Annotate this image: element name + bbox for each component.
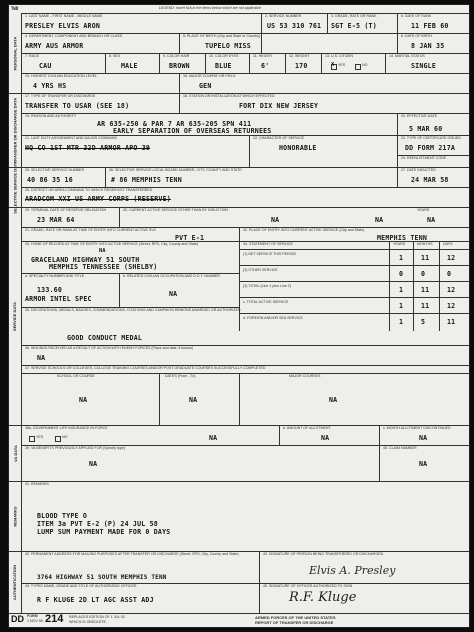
label-specialty: a. SPECIALTY NUMBER AND TITLE bbox=[25, 274, 85, 278]
label-weight: 12. WEIGHT bbox=[289, 54, 310, 58]
label-years: YEARS bbox=[417, 208, 430, 212]
label-officer: 44. TYPED NAME, GRADE AND TITLE OF AUTHORIZING OFFICER bbox=[25, 584, 137, 588]
statement-row-days: 12 bbox=[447, 286, 456, 294]
reason-line-2: EARLY SEPARATION OF OVERSEAS RETURNEES bbox=[113, 127, 272, 135]
statement-row-months: 11 bbox=[421, 286, 430, 294]
footer-replace-1: REPLACES EDITION OF 1 JUL 52 bbox=[69, 615, 125, 619]
statement-row-months: 5 bbox=[421, 318, 426, 326]
grade-entry-value: PVT E-1 bbox=[175, 234, 205, 242]
insurance-no-label: NO bbox=[62, 435, 68, 439]
statement-row-months: 11 bbox=[421, 254, 430, 262]
footer-replace-2: WHICH IS OBSOLETE. bbox=[69, 620, 107, 624]
label-education: 15. HIGHEST CIVILIAN EDUCATION LEVEL bbox=[25, 74, 97, 78]
benefits-value: NA bbox=[89, 460, 98, 468]
label-signature: 43. SIGNATURE OF PERSON BEING TRANSFERRED OR DISCHARGED bbox=[263, 552, 384, 556]
label-mailing-address: 42. PERMANENT ADDRESS FOR MAILING PURPOSES AFTER TRANSFER OR DISCHARGE (Street, RFD, City, County and State) bbox=[25, 552, 239, 556]
eyes-value: BLUE bbox=[215, 62, 232, 70]
label-ss-number: 25. SELECTIVE SERVICE NUMBER bbox=[25, 168, 85, 172]
label-current-active: 30. CURRENT ACTIVE SERVICE OTHER THAN BY INDUCTION bbox=[123, 208, 228, 212]
height-value: 6' bbox=[261, 62, 270, 70]
statement-row-label: (3) TOTAL (Line 1 plus Line 2) bbox=[243, 284, 292, 288]
home-line-2: MEMPHIS TENNESSEE (SHELBY) bbox=[49, 263, 158, 271]
local-board-value: # 86 MEMPHIS TENN bbox=[111, 176, 182, 184]
statement-days-header: DAYS bbox=[443, 242, 453, 246]
place-entry-value: MEMPHIS TENN bbox=[377, 234, 428, 242]
terminal-date-value: 23 MAR 64 bbox=[37, 216, 75, 224]
label-name: 1. LAST NAME - FIRST NAME - MIDDLE NAME bbox=[25, 14, 103, 18]
statement-row-years: 1 bbox=[399, 286, 404, 294]
label-home-of-record: 33. HOME OF RECORD AT TIME OF ENTRY INTO ACTIVE SERVICE (Street, RFD, City, County and State) bbox=[25, 242, 199, 246]
section-remarks: REMARKS bbox=[9, 481, 22, 551]
label-dob: 6. DATE OF BIRTH bbox=[401, 34, 433, 38]
statement-row-years: 0 bbox=[399, 270, 404, 278]
schools-school-value: NA bbox=[79, 396, 88, 404]
citizen-yes-label: YES bbox=[338, 63, 346, 67]
remarks-line-3: LUMP SUM PAYMENT MADE FOR 0 DAYS bbox=[37, 528, 171, 536]
footer-title-2: REPORT OF TRANSFER OR DISCHARGE bbox=[255, 620, 334, 625]
label-marital: 14. MARITAL STATUS bbox=[389, 54, 425, 58]
label-transfer-type: 17. TYPE OF TRANSFER OR DISCHARGE bbox=[25, 94, 96, 98]
schools-dates-value: NA bbox=[189, 396, 198, 404]
legend: LEGEND: Insert N/A in the items below which are not applicable bbox=[159, 6, 261, 10]
label-character: 22. CHARACTER OF SERVICE bbox=[253, 136, 305, 140]
citizen-mark: X bbox=[331, 62, 335, 68]
entry-date-value: NA bbox=[427, 216, 436, 224]
section-transfer: TRANSFER OR DISCHARGE DATA bbox=[9, 93, 22, 167]
education-value: 4 YRS HS bbox=[33, 82, 67, 90]
discontinued-value: NA bbox=[419, 434, 428, 442]
label-sex: 8. SEX bbox=[109, 54, 121, 58]
character-value: HONORABLE bbox=[279, 144, 317, 152]
statement-row-months: 11 bbox=[421, 302, 430, 310]
section-va: VA DATA bbox=[9, 425, 22, 481]
weight-value: 170 bbox=[295, 62, 308, 70]
label-statement: 34. STATEMENT OF SERVICE bbox=[243, 242, 293, 246]
course-value: GEN bbox=[199, 82, 212, 90]
grade-value: SGT E-5 (T) bbox=[331, 22, 377, 30]
remarks-line-2: ITEM 3a PVT E-2 (P) 24 JUL 58 bbox=[37, 520, 158, 528]
label-service-number: 2. SERVICE NUMBER bbox=[265, 14, 302, 18]
section-service: SERVICE DATA bbox=[9, 207, 22, 425]
allotment-value: NA bbox=[321, 434, 330, 442]
label-local-board: 26. SELECTIVE SERVICE LOCAL BOARD NUMBER, CITY, COUNTY AND STATE bbox=[109, 168, 242, 172]
label-grade-entry: 31. GRADE, RATE OR RANK AT TIME OF ENTRY INTO CURRENT ACTIVE SVC bbox=[25, 228, 157, 232]
statement-row-years: 1 bbox=[399, 318, 404, 326]
statement-row-days: 12 bbox=[447, 254, 456, 262]
officer-signature: R.F. Kluge bbox=[289, 590, 357, 605]
mailing-address-value: 3764 HIGHWAY 51 SOUTH MEMPHIS TENN bbox=[37, 574, 167, 581]
label-citizen: 13. U.S. CITIZEN bbox=[325, 54, 353, 58]
label-course: 16. MAJOR COURSE OR FIELD bbox=[183, 74, 236, 78]
statement-row-months: 0 bbox=[421, 270, 426, 278]
statement-row-label: (1) NET SERVICE THIS PERIOD bbox=[243, 252, 297, 256]
footer-title-1: ARMED FORCES OF THE UNITED STATES bbox=[255, 615, 336, 620]
label-station: 18. STATION OR INSTALLATION AT WHICH EFFECTED bbox=[183, 94, 275, 98]
label-officer-signature: 45. SIGNATURE OF OFFICER AUTHORIZED TO SIGN bbox=[263, 584, 353, 588]
date-inducted-value: 24 MAR 58 bbox=[411, 176, 449, 184]
insurance-yes-label: YES bbox=[36, 435, 44, 439]
label-claim: 40. CLAIM NUMBER bbox=[383, 446, 417, 450]
last-duty-value: HQ CO 1ST MTR 32D ARMOR APO 39 bbox=[25, 144, 151, 152]
label-place-entry: 32. PLACE OF ENTRY INTO CURRENT ACTIVE SERVICE (City and State) bbox=[243, 228, 365, 232]
statement-row-years: 1 bbox=[399, 254, 404, 262]
label-insurance: 38a. GOVERNMENT LIFE INSURANCE IN FORCE bbox=[25, 426, 108, 430]
label-date-of-rank: b. DATE OF RANK bbox=[401, 14, 432, 18]
footer-form-date: 1 NOV 55 bbox=[27, 619, 43, 623]
marital-value: SINGLE bbox=[411, 62, 437, 70]
label-discontinued: c. MONTH ALLOTMENT DISCONTINUED bbox=[383, 426, 451, 430]
schools-header-dates: DATES (From - To) bbox=[165, 374, 196, 378]
statement-row-days: 12 bbox=[447, 302, 456, 310]
schools-header-major: MAJOR COURSES bbox=[289, 374, 321, 378]
citizen-no-checkbox bbox=[355, 64, 361, 70]
label-race: 7. RACE bbox=[25, 54, 39, 58]
section-selective: SELECTIVE SERVICE DATA bbox=[9, 167, 22, 207]
label-last-duty: 21. LAST DUTY ASSIGNMENT AND MAJOR COMMAND bbox=[25, 136, 118, 140]
label-reenlistment: 24. REENLISTMENT CODE bbox=[401, 156, 447, 160]
race-value: CAU bbox=[39, 62, 52, 70]
citizen-no-label: NO bbox=[362, 63, 368, 67]
station-value: FORT DIX NEW JERSEY bbox=[239, 102, 319, 110]
remarks-line-1: BLOOD TYPE O bbox=[37, 512, 88, 520]
label-height: 11. HEIGHT bbox=[253, 54, 273, 58]
dd214-form bbox=[8, 4, 470, 628]
label-schools: 37. SERVICE SCHOOLS OR COLLEGES, COLLEGE TRAINING COURSES AND/OR POST-GRADUATE COURSES SUCCESSFULLY COMPLETED bbox=[25, 366, 266, 370]
certificate-value: DD FORM 217A bbox=[405, 144, 456, 152]
statement-row-days: 0 bbox=[447, 270, 452, 278]
footer-number: 214 bbox=[45, 613, 64, 625]
decorations-value: GOOD CONDUCT MEDAL bbox=[67, 334, 143, 342]
branch-value: ARMY AUS ARMOR bbox=[25, 42, 84, 50]
ss-number-value: 40 86 35 16 bbox=[27, 176, 73, 184]
name-value: PRESLEY ELVIS ARON bbox=[25, 22, 101, 30]
home-line-1: GRACELAND HIGHWAY 51 SOUTH bbox=[31, 256, 140, 264]
label-grade: 3. GRADE, RATE OR RANK bbox=[331, 14, 377, 18]
label-effective-date: 20. EFFECTIVE DATE bbox=[401, 114, 438, 118]
statement-years-header: YEARS bbox=[393, 242, 406, 246]
specialty-title: ARMOR INTEL SPEC bbox=[25, 295, 92, 303]
hair-value: BROWN bbox=[169, 62, 190, 70]
schools-major-value: NA bbox=[329, 396, 338, 404]
statement-row-years: 1 bbox=[399, 302, 404, 310]
current-active-value: NA bbox=[375, 216, 384, 224]
civ-occ-value: NA bbox=[169, 290, 178, 298]
sex-value: MALE bbox=[121, 62, 138, 70]
date-of-rank-value: 11 FEB 60 bbox=[411, 22, 449, 30]
label-branch: 4. DEPARTMENT, COMPONENT AND BRANCH OR CLASS bbox=[25, 34, 123, 38]
statement-row-label: c. TOTAL ACTIVE SERVICE bbox=[243, 300, 289, 304]
reserve-area-value: ARADCOM XXI US ARMY CORPS (RESERVE) bbox=[25, 195, 171, 203]
label-hair: 9. COLOR HAIR bbox=[163, 54, 190, 58]
statement-months-header: MONTHS bbox=[417, 242, 433, 246]
footer-form: FORM bbox=[27, 614, 38, 618]
label-place-of-birth: 5. PLACE OF BIRTH (City and State or Country) bbox=[183, 34, 261, 38]
label-reason: 19. REASON AND AUTHORITY bbox=[25, 114, 77, 118]
statement-row-label: (2) OTHER SERVICE bbox=[243, 268, 278, 272]
holder-signature: Elvis A. Presley bbox=[309, 564, 396, 577]
section-personal: PERSONAL DATA bbox=[9, 13, 22, 93]
label-remarks: 41. REMARKS bbox=[25, 482, 49, 486]
label-date-inducted: 27. DATE INDUCTED bbox=[401, 168, 436, 172]
label-decorations: 35. DECORATIONS, MEDALS, BADGES, COMMENDATIONS, CITATIONS AND CAMPAIGN RIBBONS AWARDED OR AUTHORIZED bbox=[25, 308, 241, 312]
label-terminal-date: 29. TERMINAL DATE OF RESERVE OBLIGATION bbox=[25, 208, 107, 212]
transfer-type-value: TRANSFER TO USAR (SEE 18) bbox=[25, 102, 130, 110]
label-eyes: 10. COLOR EYES bbox=[209, 54, 239, 58]
dob-value: 8 JAN 35 bbox=[411, 42, 445, 50]
effective-date-value: 5 MAR 60 bbox=[409, 125, 443, 133]
home-na: NA bbox=[99, 248, 106, 254]
claim-value: NA bbox=[419, 460, 428, 468]
footer-dd: DD bbox=[11, 614, 24, 624]
label-allotment: b. AMOUNT OF ALLOTMENT bbox=[283, 426, 331, 430]
place-of-birth-value: TUPELO MISS bbox=[205, 42, 251, 50]
schools-header-school: SCHOOL OR COURSE bbox=[57, 374, 95, 378]
label-wounds: 36. WOUNDS RECEIVED AS A RESULT OF ACTION WITH ENEMY FORCES (Place and date, if known) bbox=[25, 346, 193, 350]
label-benefits: 39. VA BENEFITS PREVIOUSLY APPLIED FOR (Specify type) bbox=[25, 446, 126, 450]
wounds-value: NA bbox=[37, 354, 46, 362]
label-reserve-area: 28. DISTRICT OR AREA COMMAND TO WHICH RESERVIST TRANSFERRED bbox=[25, 188, 153, 192]
statement-row-days: 11 bbox=[447, 318, 456, 326]
form-tag: TWD bbox=[11, 6, 19, 11]
service-number-value: US 53 310 761 bbox=[267, 22, 322, 30]
statement-row-label: d. FOREIGN AND/OR SEA SERVICE bbox=[243, 316, 303, 320]
insurance-no-checkbox bbox=[55, 436, 61, 442]
reason-line-1: AR 635-250 & PAR 7 AR 635-205 SPN 411 bbox=[97, 120, 252, 128]
insurance-yes-checkbox bbox=[29, 436, 35, 442]
officer-value: R F KLUGE 2D LT AGC ASST ADJ bbox=[37, 596, 154, 604]
specialty-number: 133.60 bbox=[37, 286, 63, 294]
term-value: NA bbox=[271, 216, 280, 224]
insurance-value: NA bbox=[209, 434, 218, 442]
section-auth: AUTHENTICATION bbox=[9, 551, 22, 613]
label-civ-occ: b. RELATED CIVILIAN OCCUPATION AND D.O.T. NUMBER bbox=[123, 274, 220, 278]
label-certificate: 23. TYPE OF CERTIFICATE ISSUED bbox=[401, 136, 461, 140]
